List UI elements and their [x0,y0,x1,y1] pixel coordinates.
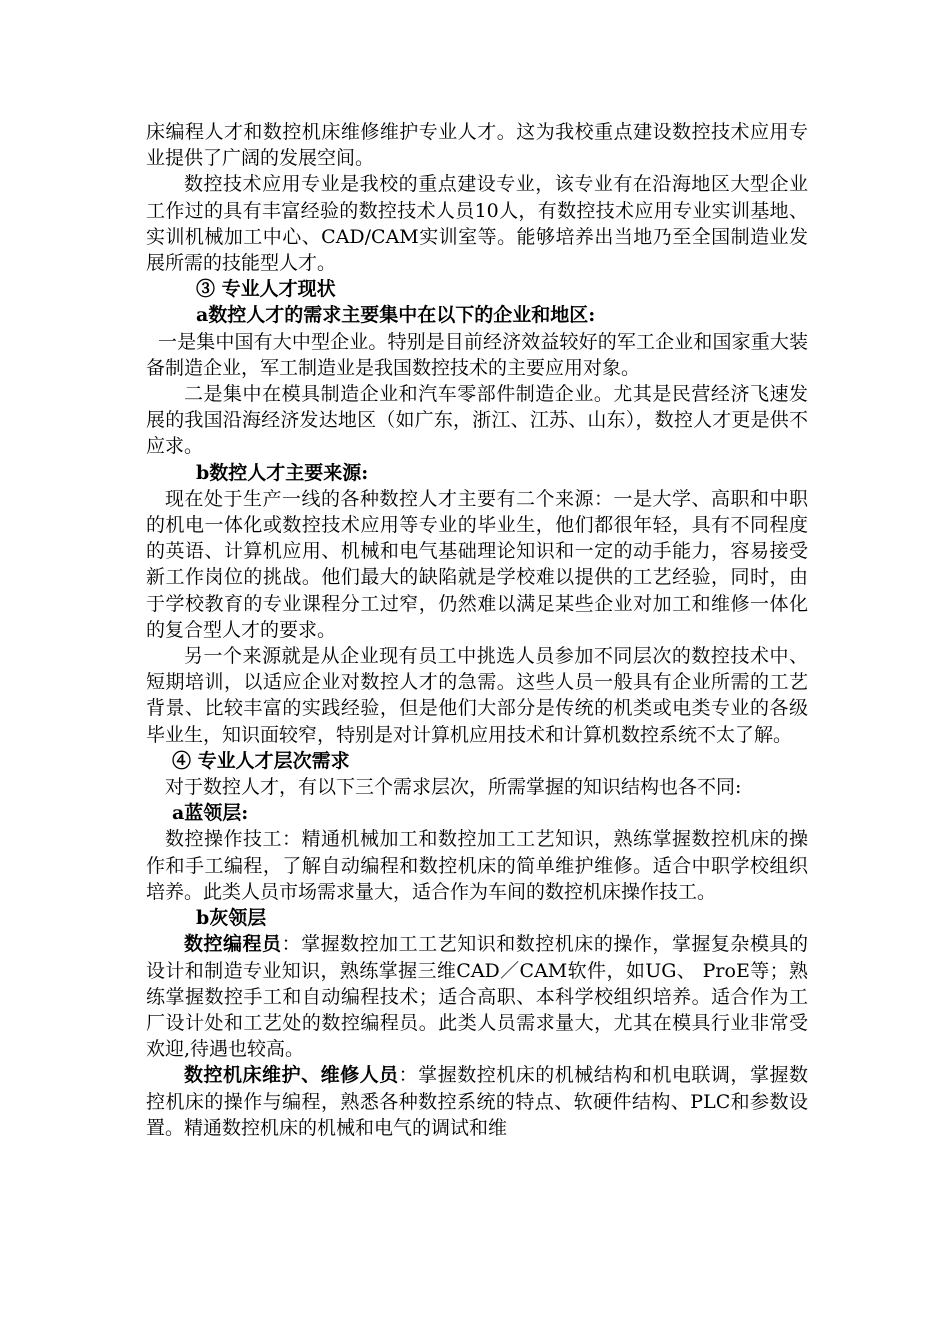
term-label: 数控编程员 [184,933,282,956]
paragraph: 二是集中在模具制造企业和汽车零部件制造企业。尤其是民营经济飞速发展的我国沿海经济发达地区（如广东，浙江、江苏、山东），数控人才更是供不应求。 [146,383,808,458]
term-description: ：掌握数控机床的机械结构和机电联调，掌握数控机床的操作与编程，熟悉各种数控系统的特点、软硬件结构、PLC和参数设置。精通数控机床的机械和电气的调试和维 [146,1064,808,1139]
document-body [146,119,808,1141]
paragraph: 数控操作技工：精通机械加工和数控加工工艺知识，熟练掌握数控机床的操作和手工编程，了解自动编程和数控机床的简单维护维修。适合中职学校组织培养。此类人员市场需求量大，适合作为车间的数控机床操作技工。 [146,828,808,903]
paragraph [146,931,808,1062]
paragraph: 现在处于生产一线的各种数控人才主要有二个来源：一是大学、高职和中职的机电一体化或数控技术应用等专业的毕业生，他们都很年轻，具有不同程度的英语、计算机应用、机械和电气基础理论知识和一定的动手能力，容易接受新工作岗位的挑战。他们最大的缺陷就是学校难以提供的工艺经验，同时，由于学校教育的专业课程分工过窄，仍然难以满足某些企业对加工和维修一体化的复合型人才的要求。 [146,487,808,641]
paragraph: 一是集中国有大中型企业。特别是目前经济效益较好的军工企业和国家重大装备制造企业，军工制造业是我国数控技术的主要应用对象。 [146,330,808,379]
subsection-heading: a数控人才的需求主要集中在以下的企业和地区: [196,304,596,327]
paragraph: 另一个来源就是从企业现有员工中挑选人员参加不同层次的数控技术中、短期培训，以适应企业对数控人才的急需。这些人员一般具有企业所需的工艺背景、比较丰富的实践经验，但是他们大部分是传统的机类或电类专业的各级毕业生，知识面较窄，特别是对计算机应用技术和计算机数控系统不太了解。 [146,645,808,746]
subsection-heading: b灰领层 [196,907,267,930]
term-label: 数控机床维护、维修人员 [184,1064,399,1087]
paragraph: 床编程人才和数控机床维修维护专业人才。这为我校重点建设数控技术应用专业提供了广阔的发展空间。 [146,121,808,170]
paragraph [146,1062,808,1141]
subsection-heading: a蓝领层: [172,802,249,825]
subsection-heading: b数控人才主要来源: [196,461,369,484]
section-heading: ④ 专业人才层次需求 [172,749,350,772]
paragraph: 数控技术应用专业是我校的重点建设专业，该专业有在沿海地区大型企业工作过的具有丰富经验的数控技术人员10人，有数控技术应用专业实训基地、实训机械加工中心、CAD/CAM实训室等。能够培养出当地乃至全国制造业发展所需的技能型人才。 [146,173,808,275]
term-description: ：掌握数控加工工艺知识和数控机床的操作，掌握复杂模具的设计和制造专业知识，熟练掌握三维CAD／CAM软件，如UG、 ProE等；熟练掌握数控手工和自动编程技术；适合高职、本科学校组织培养。适合作为工厂设计处和工艺处的数控编程员。此类人员需求量大，尤其在模具行业非常受欢迎,待遇也较高。 [146,933,808,1061]
paragraph: 对于数控人才，有以下三个需求层次，所需掌握的知识结构也各不同: [165,776,742,799]
section-heading: ③ 专业人才现状 [196,278,336,301]
